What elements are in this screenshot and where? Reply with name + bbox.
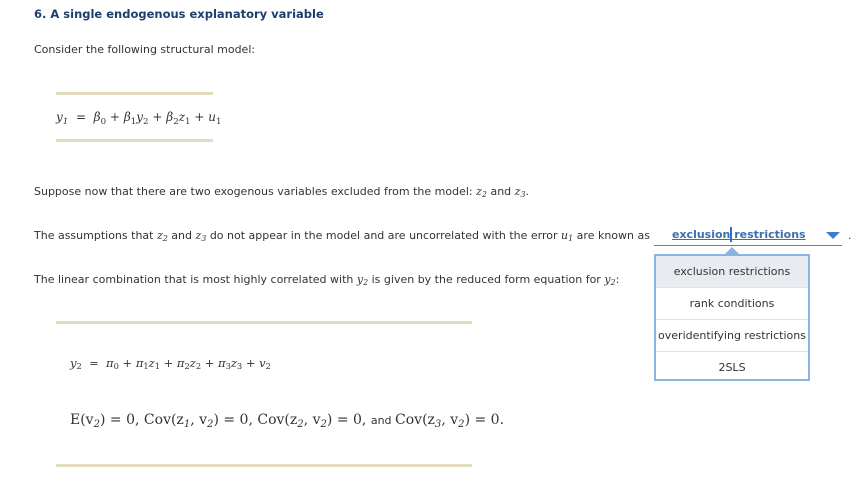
question-title: 6. A single endogenous explanatory variable — [34, 7, 324, 21]
chevron-down-icon[interactable] — [826, 232, 840, 239]
dropdown-option-2sls[interactable]: 2SLS — [718, 361, 746, 374]
dropdown-option-overidentifying-restrictions[interactable]: overidentifying restrictions — [656, 320, 808, 352]
equation-bottom-rule — [56, 139, 213, 142]
dropdown-option-exclusion-restrictions[interactable]: exclusion restrictions — [656, 256, 808, 288]
linear-combination-sentence: The linear combination that is most highly correlated with $y_2$ is given by the reduced form equation for $y_2$: — [34, 273, 620, 288]
reduced-form-equation: $y_2 = \pi_0 + \pi_1z_1 + \pi_2z_2 + \pi_3z_3 + v_2$ — [70, 356, 271, 372]
equation-top-rule — [56, 92, 213, 95]
text-cursor — [730, 227, 732, 242]
dropdown-pointer — [725, 247, 739, 254]
exogenous-sentence: Suppose now that there are two exogenous variables excluded from the model: $z_2$ and $z_3$. — [34, 185, 529, 200]
dropdown-option-rank-conditions[interactable]: rank conditions — [656, 288, 808, 320]
answer-dropdown[interactable] — [654, 227, 842, 246]
dropdown-menu — [654, 254, 810, 381]
assumption-sentence: The assumptions that $z_2$ and $z_3$ do not appear in the model and are uncorrelated with the error $u_1$ are known as — [34, 229, 650, 244]
reduced-form-bottom-rule — [56, 464, 472, 467]
dropdown-selected-value: exclusion restrictions — [672, 228, 806, 241]
intro-text: Consider the following structural model: — [34, 43, 256, 56]
structural-equation: $y_1 = \beta_0 + \beta_1y_2 + \beta_2z_1 + u_1$ — [56, 110, 222, 127]
moment-conditions: $E(v_2) = 0$, $Cov(z_1$, $v_2) = 0$, $Cov(z_2$, $v_2) = 0$, and $Cov(z_3$, $v_2) = 0$. — [70, 412, 505, 431]
reduced-form-top-rule — [56, 321, 472, 324]
sentence-period: . — [848, 229, 852, 242]
